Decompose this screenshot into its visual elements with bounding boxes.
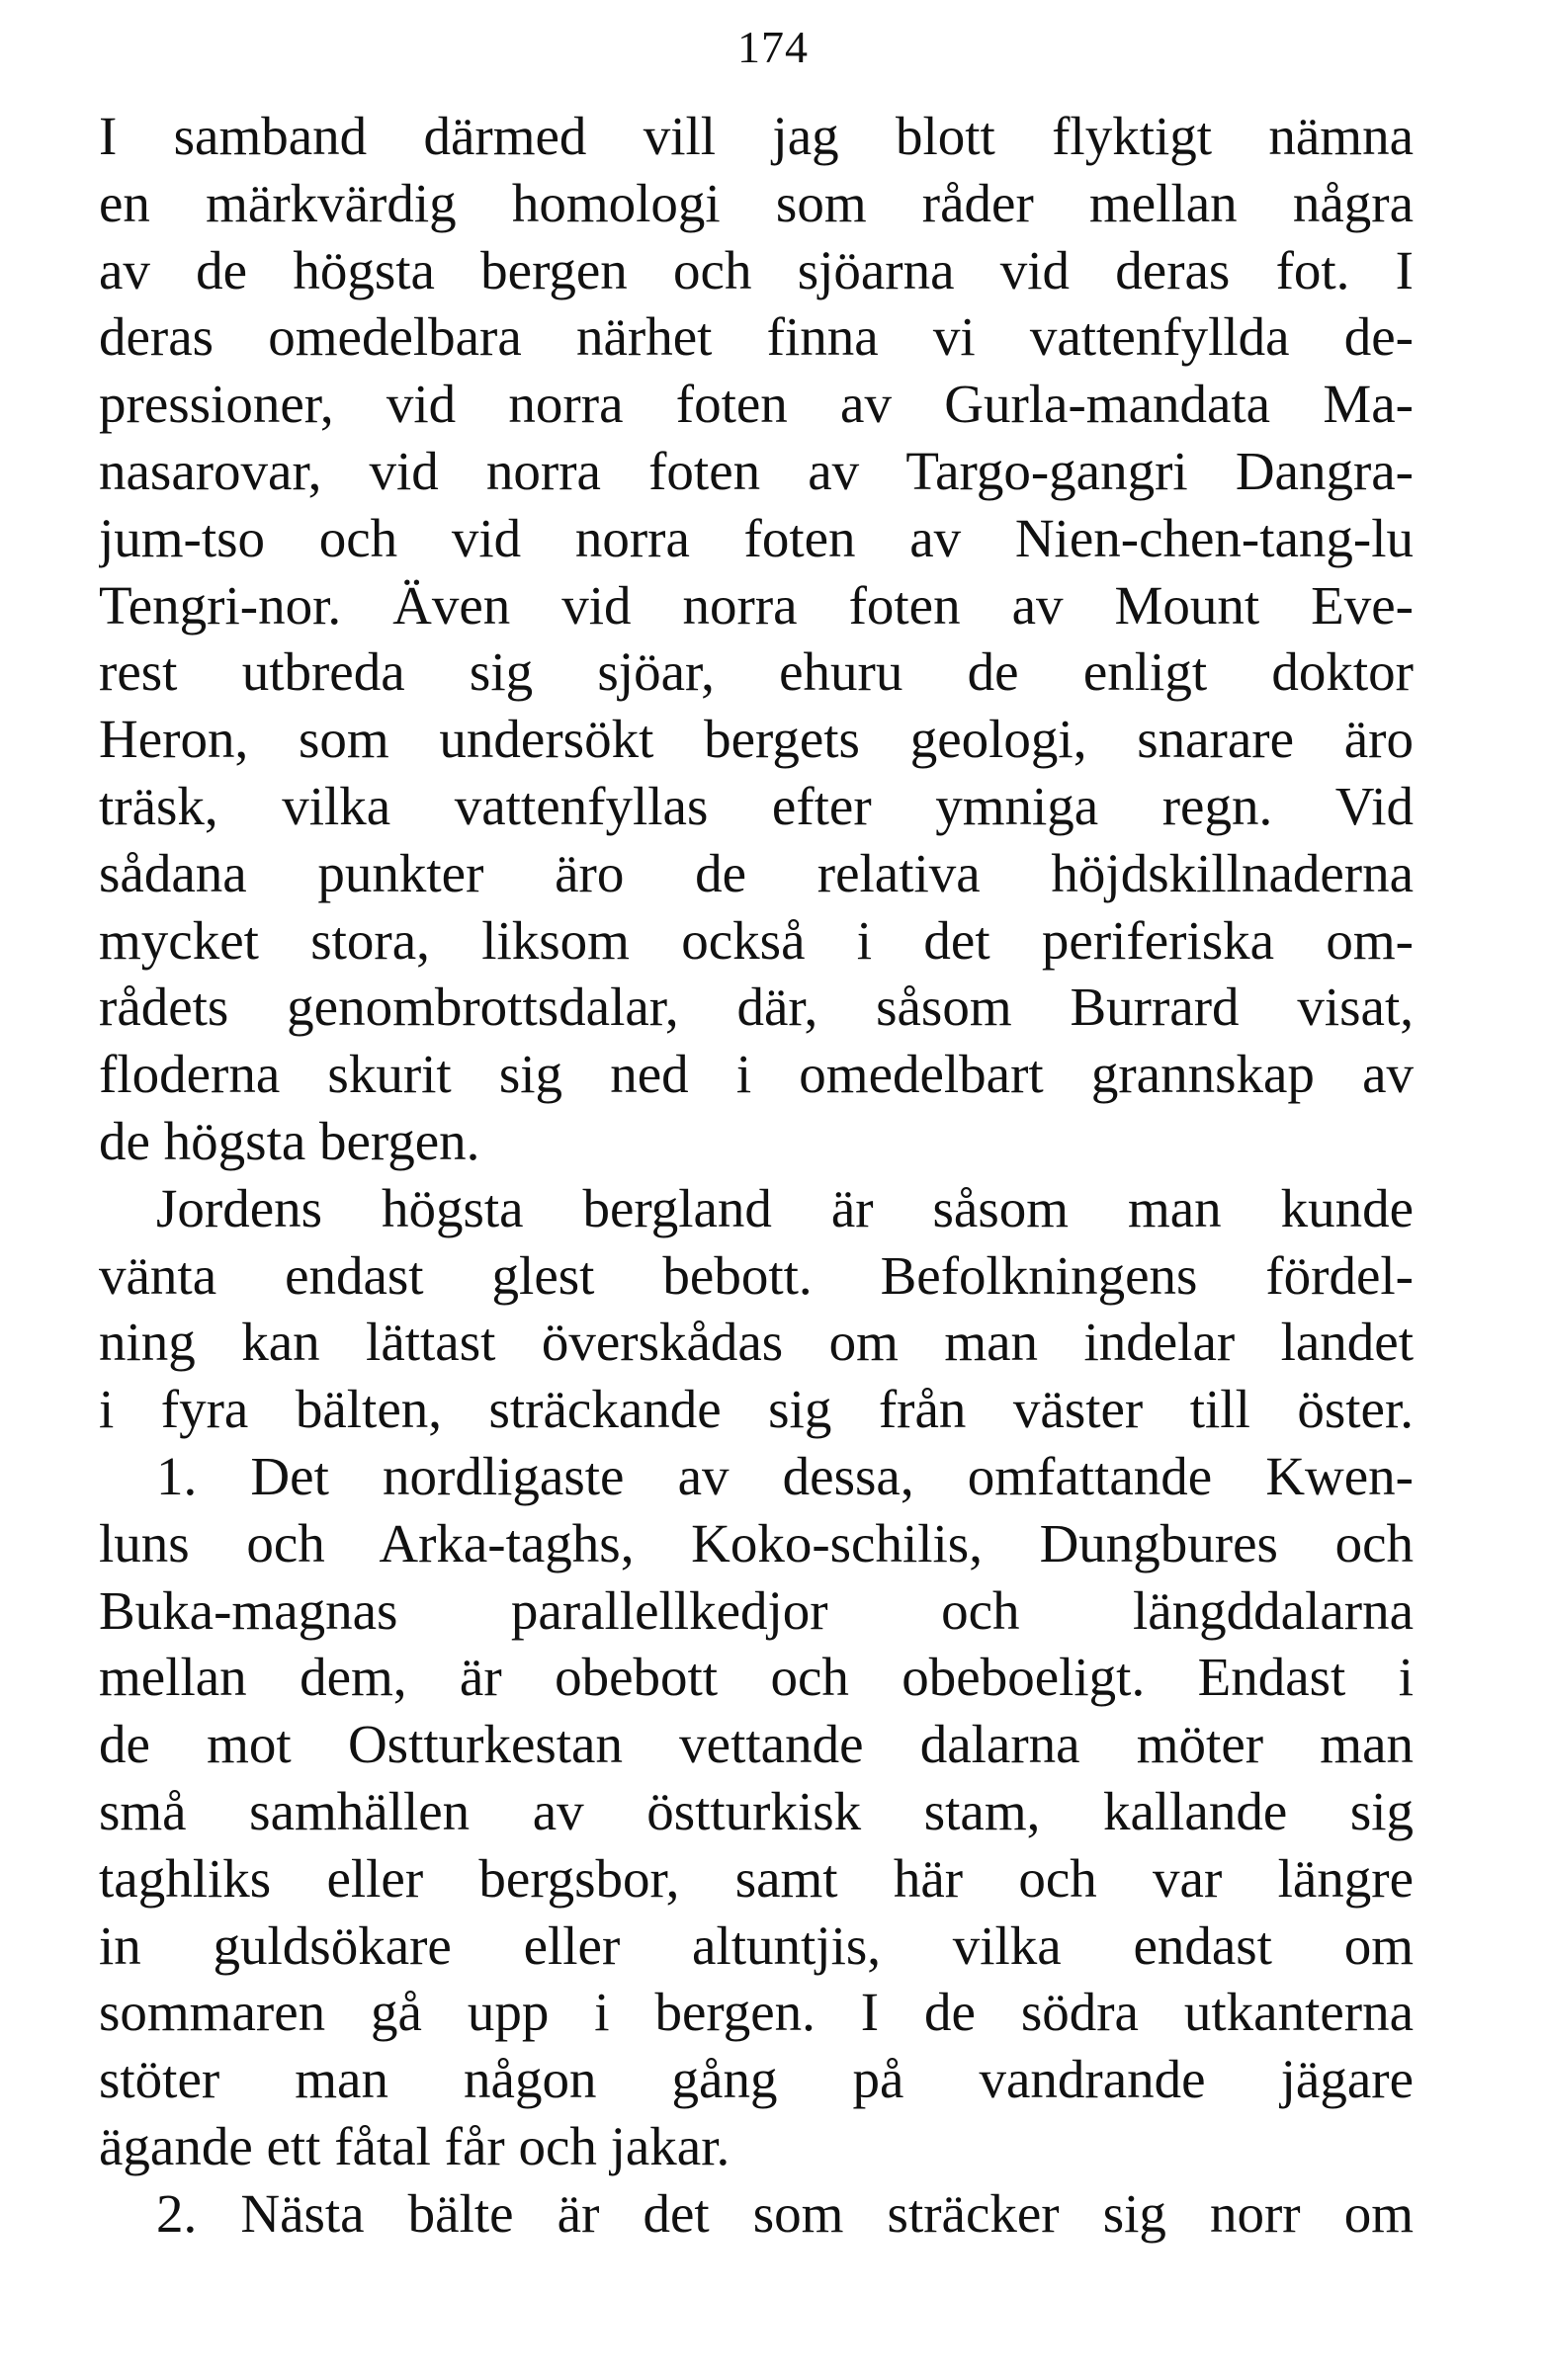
text-line: de högsta bergen. [99,1110,480,1171]
text-line: I samband därmed vill jag blott flyktigt nämna [99,106,1414,166]
text-line: Tengri-nor. Även vid norra foten av Mount Eve- [99,574,1414,636]
text-line: 2. Nästa bälte är det som sträcker sig norr om [156,2182,1414,2244]
text-line: mycket stora, liksom också i det periferiska om- [99,909,1414,971]
text-line: ning kan lättast överskådas om man indelar landet [99,1312,1414,1373]
body-text [99,103,1414,2248]
text-line: mellan dem, är obebott och obeboeligt. Endast i [99,1647,1414,1708]
text-line: de mot Ostturkestan vettande dalarna möter man [99,1714,1414,1775]
text-line: Jordens högsta bergland är såsom man kunde [156,1177,1414,1238]
text-line: rådets genombrottsdalar, där, såsom Burrard visat, [99,977,1414,1038]
text-line: jum-tso och vid norra foten av Nien-chen-tang-lu [99,507,1414,568]
text-line: pressioner, vid norra foten av Gurla-mandata Ma- [99,374,1414,435]
text-line: floderna skurit sig ned i omedelbart grannskap av [99,1044,1414,1105]
text-line: små samhällen av östturkisk stam, kallande sig [99,1780,1414,1841]
text-line: stöter man någon gång på vandrande jägare [99,2049,1414,2110]
text-line: Heron, som undersökt bergets geologi, snarare äro [99,709,1414,770]
text-line: 1. Det nordligaste av dessa, omfattande Kwen- [156,1445,1414,1506]
text-line: deras omedelbara närhet finna vi vattenfyllda de- [99,306,1414,368]
text-line: sommaren gå upp i bergen. I de södra utkanterna [99,1982,1414,2043]
text-line: ägande ett fåtal får och jakar. [99,2115,730,2176]
text-line: rest utbreda sig sjöar, ehuru de enligt doktor [99,641,1414,703]
page-number: 174 [737,22,809,72]
text-line: sådana punkter äro de relativa höjdskillnaderna [99,842,1414,903]
text-line: nasarovar, vid norra foten av Targo-gangri Dangra- [99,440,1414,501]
text-line: av de högsta bergen och sjöarna vid deras fot. I [99,239,1414,300]
text-line: en märkvärdig homologi som råder mellan några [99,172,1414,233]
text-line: Buka-magnas parallellkedjor och längddalarna [99,1579,1414,1641]
text-line: in guldsökare eller altuntjis, vilka endast om [99,1914,1414,1976]
text-line: träsk, vilka vattenfyllas efter ymniga regn. Vid [99,775,1414,836]
text-line: vänta endast glest bebott. Befolkningens fördel- [99,1244,1414,1306]
text-line: taghliks eller bergsbor, samt här och var längre [99,1847,1414,1909]
text-line: i fyra bälten, sträckande sig från väster till öster. [99,1379,1414,1440]
text-line: luns och Arka-taghs, Koko-schilis, Dungbures och [99,1512,1414,1573]
